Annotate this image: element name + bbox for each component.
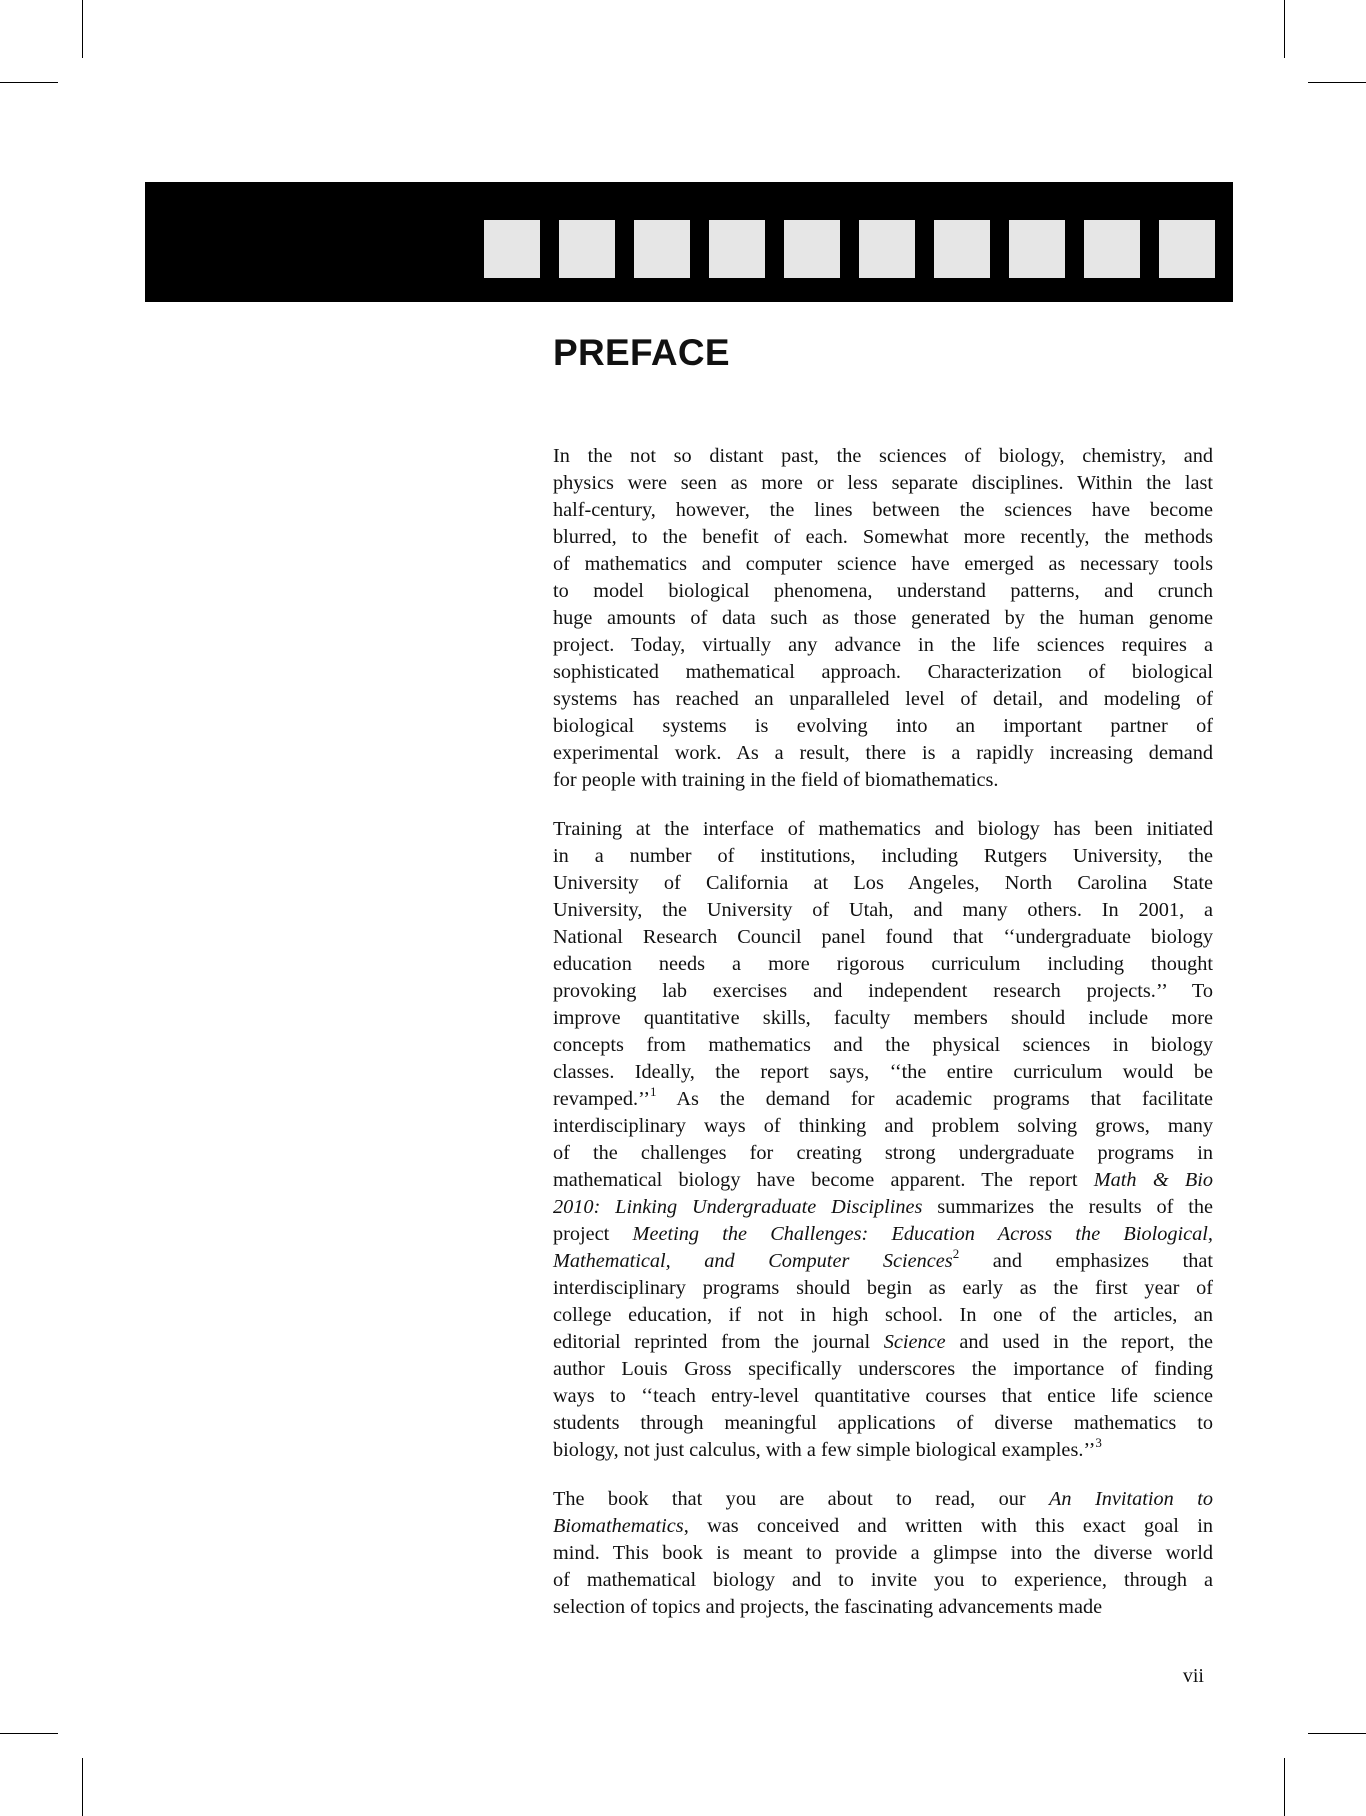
footnote-marker: 2 (952, 1246, 960, 1261)
text-line (553, 951, 1213, 978)
text-run: of mathematical biology and to invite you to experience, through a (553, 1569, 1213, 1591)
text-run: selection of topics and projects, the fascinating advancements made (553, 1596, 1103, 1618)
text-run: physics were seen as more or less separate disciplines. Within the last (553, 472, 1213, 494)
italic-text: 2010: Linking Undergraduate Disciplines (553, 1196, 923, 1218)
text-run: for people with training in the field of biomathematics. (553, 769, 999, 791)
text-run: in a number of institutions, including Rutgers University, the (553, 845, 1213, 867)
text-run: classes. Ideally, the report says, ‘‘the entire curriculum would be (553, 1061, 1213, 1083)
italic-text: An Invitation to (1049, 1488, 1213, 1510)
text-run: project. Today, virtually any advance in the life sciences requires a (553, 634, 1213, 656)
text-run: National Research Council panel found that ‘‘undergraduate biology (553, 926, 1213, 948)
text-line (553, 524, 1213, 551)
banner-square (1159, 220, 1215, 278)
banner-square (634, 220, 690, 278)
text-line (553, 897, 1213, 924)
text-line (553, 1221, 1213, 1248)
footnote-marker: 3 (1095, 1435, 1102, 1450)
crop-mark-top-left-vertical (82, 0, 83, 58)
page-number: vii (1182, 1665, 1204, 1687)
text-line (553, 1486, 1213, 1513)
text-line (553, 1329, 1213, 1356)
text-line (553, 1248, 1213, 1275)
text-run: huge amounts of data such as those generated by the human genome (553, 607, 1213, 629)
text-line (553, 1059, 1213, 1086)
text-line (553, 659, 1213, 686)
text-line (553, 1437, 1213, 1464)
text-line (553, 1140, 1213, 1167)
text-line (553, 1594, 1213, 1621)
preface-body (553, 443, 1213, 1643)
footnote-marker: 1 (650, 1084, 657, 1099)
crop-mark-bottom-left-horizontal (0, 1733, 58, 1734)
text-run: provoking lab exercises and independent research projects.’’ To (553, 980, 1213, 1002)
text-run: and used in the report, the (945, 1331, 1213, 1353)
text-run: to model biological phenomena, understand patterns, and crunch (553, 580, 1213, 602)
text-run: college education, if not in high school. In one of the articles, an (553, 1304, 1213, 1326)
text-run: half-century, however, the lines between the sciences have become (553, 499, 1213, 521)
text-run: of the challenges for creating strong undergraduate programs in (553, 1142, 1213, 1164)
crop-mark-bottom-right-horizontal (1308, 1733, 1366, 1734)
text-line (553, 1086, 1213, 1113)
banner-square (1009, 220, 1065, 278)
banner-squares (484, 220, 1215, 278)
banner-square (859, 220, 915, 278)
italic-text: Science (883, 1331, 946, 1353)
italic-text: Mathematical, and Computer Sciences (553, 1250, 953, 1272)
crop-mark-bottom-right-vertical (1284, 1758, 1285, 1816)
italic-text: Math & Bio (1093, 1169, 1214, 1191)
text-line (553, 686, 1213, 713)
crop-mark-top-right-horizontal (1308, 82, 1366, 83)
text-run: The book that you are about to read, our (553, 1488, 1050, 1510)
paragraph (553, 1486, 1213, 1621)
text-line (553, 1167, 1213, 1194)
text-run: concepts from mathematics and the physical sciences in biology (553, 1034, 1213, 1056)
text-line (553, 1302, 1213, 1329)
italic-text: Biomathematics (553, 1515, 684, 1537)
text-run: As the demand for academic programs that facilitate (656, 1088, 1213, 1110)
text-line (553, 1356, 1213, 1383)
text-line (553, 1540, 1213, 1567)
text-line (553, 843, 1213, 870)
text-line (553, 497, 1213, 524)
text-run: University of California at Los Angeles, North Carolina State (553, 872, 1213, 894)
text-line (553, 713, 1213, 740)
crop-mark-top-right-vertical (1284, 0, 1285, 58)
text-line (553, 1567, 1213, 1594)
text-line (553, 1194, 1213, 1221)
text-run: summarizes the results of the (922, 1196, 1214, 1218)
text-run: mathematical biology have become apparent. The report (553, 1169, 1094, 1191)
text-run: , was conceived and written with this exact goal in (683, 1515, 1213, 1537)
text-run: biology, not just calculus, with a few simple biological examples.’’ (553, 1439, 1096, 1461)
text-line (553, 740, 1213, 767)
text-line (553, 1513, 1213, 1540)
banner-square (784, 220, 840, 278)
crop-mark-bottom-left-vertical (82, 1758, 83, 1816)
text-line (553, 816, 1213, 843)
banner-square (934, 220, 990, 278)
text-run: Training at the interface of mathematics and biology has been initiated (553, 818, 1213, 840)
text-line (553, 1275, 1213, 1302)
text-run: improve quantitative skills, faculty members should include more (553, 1007, 1213, 1029)
text-run: biological systems is evolving into an important partner of (553, 715, 1213, 737)
chapter-banner (145, 182, 1233, 302)
paragraph (553, 443, 1213, 794)
banner-square (1084, 220, 1140, 278)
text-run: of mathematics and computer science have emerged as necessary tools (553, 553, 1213, 575)
text-line (553, 632, 1213, 659)
text-line (553, 605, 1213, 632)
banner-square (709, 220, 765, 278)
text-line (553, 1410, 1213, 1437)
text-line (553, 767, 1213, 794)
text-run: experimental work. As a result, there is a rapidly increasing demand (553, 742, 1213, 764)
text-line (553, 870, 1213, 897)
banner-square (484, 220, 540, 278)
text-run: education needs a more rigorous curriculum including thought (553, 953, 1213, 975)
text-line (553, 578, 1213, 605)
text-line (553, 1032, 1213, 1059)
text-line (553, 551, 1213, 578)
text-run: systems has reached an unparalleled level of detail, and modeling of (553, 688, 1213, 710)
text-run: interdisciplinary programs should begin as early as the first year of (553, 1277, 1213, 1299)
text-run: revamped.’’ (553, 1088, 651, 1110)
text-run: In the not so distant past, the sciences of biology, chemistry, and (553, 445, 1213, 467)
text-run: blurred, to the benefit of each. Somewhat more recently, the methods (553, 526, 1213, 548)
text-line (553, 1005, 1213, 1032)
text-run: sophisticated mathematical approach. Characterization of biological (553, 661, 1213, 683)
text-run: interdisciplinary ways of thinking and problem solving grows, many (553, 1115, 1213, 1137)
text-run: and emphasizes that (959, 1250, 1213, 1272)
page-title: PREFACE (553, 332, 730, 373)
text-run: project (553, 1223, 633, 1245)
text-line (553, 1383, 1213, 1410)
text-line (553, 978, 1213, 1005)
text-run: University, the University of Utah, and many others. In 2001, a (553, 899, 1213, 921)
paragraph (553, 816, 1213, 1464)
text-line (553, 924, 1213, 951)
text-run: ways to ‘‘teach entry-level quantitative courses that entice life science (553, 1385, 1213, 1407)
text-run: mind. This book is meant to provide a glimpse into the diverse world (553, 1542, 1213, 1564)
banner-square (559, 220, 615, 278)
text-line (553, 443, 1213, 470)
text-line (553, 1113, 1213, 1140)
crop-mark-top-left-horizontal (0, 82, 58, 83)
italic-text: Meeting the Challenges: Education Across the Biological, (632, 1223, 1213, 1245)
text-run: students through meaningful applications of diverse mathematics to (553, 1412, 1213, 1434)
text-run: author Louis Gross specifically underscores the importance of finding (553, 1358, 1213, 1380)
text-line (553, 470, 1213, 497)
text-run: editorial reprinted from the journal (553, 1331, 884, 1353)
